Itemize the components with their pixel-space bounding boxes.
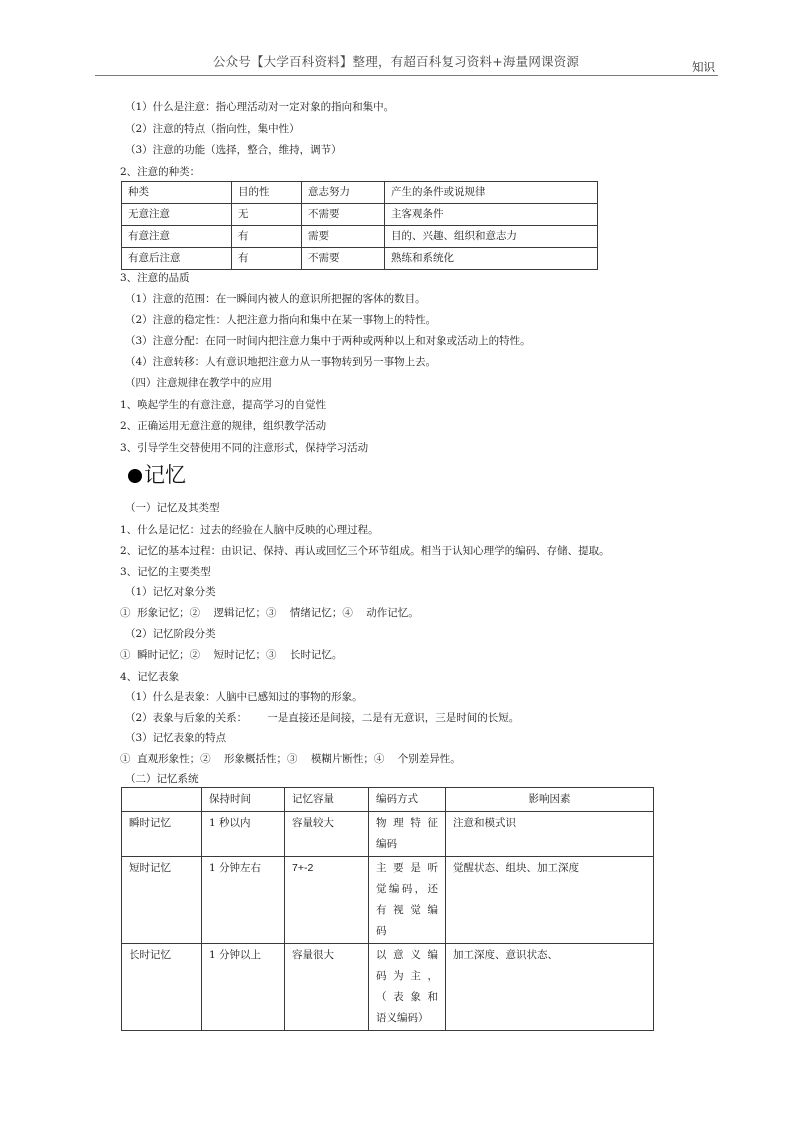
memory-system-heading: （二）记忆系统 xyxy=(125,773,199,785)
table-row xyxy=(122,812,654,857)
table-row xyxy=(122,857,654,944)
table-header-row xyxy=(122,788,654,812)
attention-functions: （3）注意的功能（选择，整合，维持，调节） xyxy=(125,144,342,156)
encoding-line: 语义编码） xyxy=(376,1012,429,1024)
table-cell: 短时记忆 xyxy=(122,857,202,944)
table-cell: 有 xyxy=(232,248,302,270)
encoding-line: 以 意 义 编 xyxy=(376,949,438,961)
table-cell: 无意注意 xyxy=(122,204,232,226)
memory-title-text: 记忆 xyxy=(144,463,186,487)
memory-system-table xyxy=(121,787,654,1031)
table-cell: 熟练和系统化 xyxy=(385,248,598,270)
table-cell: 容量很大 xyxy=(285,944,369,1031)
table-cell: 有 xyxy=(232,226,302,248)
table-header-cell: 产生的条件或说规律 xyxy=(385,182,598,204)
table-cell: 不需要 xyxy=(302,248,385,270)
table-cell-encoding xyxy=(369,812,446,857)
attention-quality-item: （2）注意的稳定性：人把注意力指向和集中在某一事物上的特性。 xyxy=(125,314,437,326)
header-divider xyxy=(95,75,718,76)
table-header-row xyxy=(122,182,598,204)
table-cell: 目的、兴趣、组织和意志力 xyxy=(385,226,598,248)
encoding-line: 编码 xyxy=(376,838,397,850)
table-row xyxy=(122,944,654,1031)
memory-definition: 1、什么是记忆：过去的经验在人脑中反映的心理过程。 xyxy=(120,524,379,536)
encoding-line: 觉编码，还 xyxy=(376,883,438,895)
table-cell: 有意后注意 xyxy=(122,248,232,270)
table-cell: 不需要 xyxy=(302,204,385,226)
table-cell: 1 秒以内 xyxy=(202,812,285,857)
table-cell: 1 分钟左右 xyxy=(202,857,285,944)
bullet-icon xyxy=(128,469,142,483)
memory-by-stage-heading: （2）记忆阶段分类 xyxy=(125,628,216,640)
encoding-line: 主 要 是 听 xyxy=(376,862,438,874)
table-cell: 无 xyxy=(232,204,302,226)
table-header-cell: 编码方式 xyxy=(369,788,446,812)
memory-sub1-heading: （一）记忆及其类型 xyxy=(125,502,220,514)
attention-quality-heading: 3、注意的品质 xyxy=(120,272,190,284)
table-cell: 注意和模式识 xyxy=(446,812,654,857)
table-cell: 主客观条件 xyxy=(385,204,598,226)
table-row xyxy=(122,226,598,248)
page-header-title: 公众号【大学百科资料】整理，有超百科复习资料+海量网课资源 xyxy=(212,54,580,69)
attention-teaching-item: 3、引导学生交替使用不同的注意形式，保持学习活动 xyxy=(120,442,369,454)
memory-process: 2、记忆的基本过程：由识记、保持、再认或回忆三个环节组成。相当于认知心理学的编码、存储、提取。 xyxy=(120,545,610,557)
memory-image-definition: （1）什么是表象：人脑中已感知过的事物的形象。 xyxy=(125,691,363,703)
memory-by-object-heading: （1）记忆对象分类 xyxy=(125,586,216,598)
encoding-line: 物 理 特 征 xyxy=(376,817,438,829)
attention-types-heading: 2、注意的种类： xyxy=(120,166,201,178)
attention-quality-item: （1）注意的范围：在一瞬间内被人的意识所把握的客体的数目。 xyxy=(125,293,426,305)
table-row xyxy=(122,248,598,270)
table-cell: 加工深度、意识状态、 xyxy=(446,944,654,1031)
table-cell-encoding xyxy=(369,944,446,1031)
memory-types-heading: 3、记忆的主要类型 xyxy=(120,566,211,578)
table-cell: 有意注意 xyxy=(122,226,232,248)
table-cell: 容量较大 xyxy=(285,812,369,857)
table-cell: 长时记忆 xyxy=(122,944,202,1031)
encoding-line: （ 表 象 和 xyxy=(376,991,438,1003)
memory-image-features: ① 直观形象性；② 形象概括性；③ 模糊片断性；④ 个别差异性。 xyxy=(120,753,461,765)
memory-image-heading: 4、记忆表象 xyxy=(120,671,180,683)
attention-quality-item: （3）注意分配：在同一时间内把注意力集中于两种或两种以上和对象或活动上的特性。 xyxy=(125,335,531,347)
attention-teaching-item: 2、正确运用无意注意的规律，组织教学活动 xyxy=(120,420,327,432)
attention-teaching-item: 1、唤起学生的有意注意，提高学习的自觉性 xyxy=(120,399,327,411)
attention-quality-item: （4）注意转移：人有意识地把注意力从一事物转到另一事物上去。 xyxy=(125,356,437,368)
table-cell: 7+-2 xyxy=(285,857,369,944)
memory-by-object: ① 形象记忆；② 逻辑记忆；③ 情绪记忆；④ 动作记忆。 xyxy=(120,607,419,619)
table-header-cell xyxy=(122,788,202,812)
table-row xyxy=(122,204,598,226)
memory-by-stage: ① 瞬时记忆；② 短时记忆；③ 长时记忆。 xyxy=(120,649,343,661)
table-header-cell: 意志努力 xyxy=(302,182,385,204)
table-header-cell: 目的性 xyxy=(232,182,302,204)
memory-image-features-heading: （3）记忆表象的特点 xyxy=(125,732,227,744)
table-cell: 需要 xyxy=(302,226,385,248)
attention-types-table xyxy=(121,181,598,270)
attention-features: （2）注意的特点（指向性，集中性） xyxy=(125,123,300,135)
attention-teaching-heading: （四）注意规律在教学中的应用 xyxy=(125,377,272,389)
table-header-cell: 保持时间 xyxy=(202,788,285,812)
encoding-line: 码 为 主 ， xyxy=(376,970,438,982)
table-cell: 瞬时记忆 xyxy=(122,812,202,857)
table-header-cell: 影响因素 xyxy=(446,788,654,812)
encoding-line: 码 xyxy=(376,925,387,937)
table-cell-encoding xyxy=(369,857,446,944)
memory-section-title xyxy=(128,462,186,488)
attention-definition: （1）什么是注意：指心理活动对一定对象的指向和集中。 xyxy=(125,101,395,113)
table-header-cell: 记忆容量 xyxy=(285,788,369,812)
table-cell: 觉醒状态、组块、加工深度 xyxy=(446,857,654,944)
encoding-line: 有 视 觉 编 xyxy=(376,904,438,916)
memory-image-relation: （2）表象与后象的关系： 一是直接还是间接，二是有无意识，三是时间的长短。 xyxy=(125,712,520,724)
table-cell: 1 分钟以上 xyxy=(202,944,285,1031)
page-header-label: 知识 xyxy=(692,60,715,74)
table-header-cell: 种类 xyxy=(122,182,232,204)
